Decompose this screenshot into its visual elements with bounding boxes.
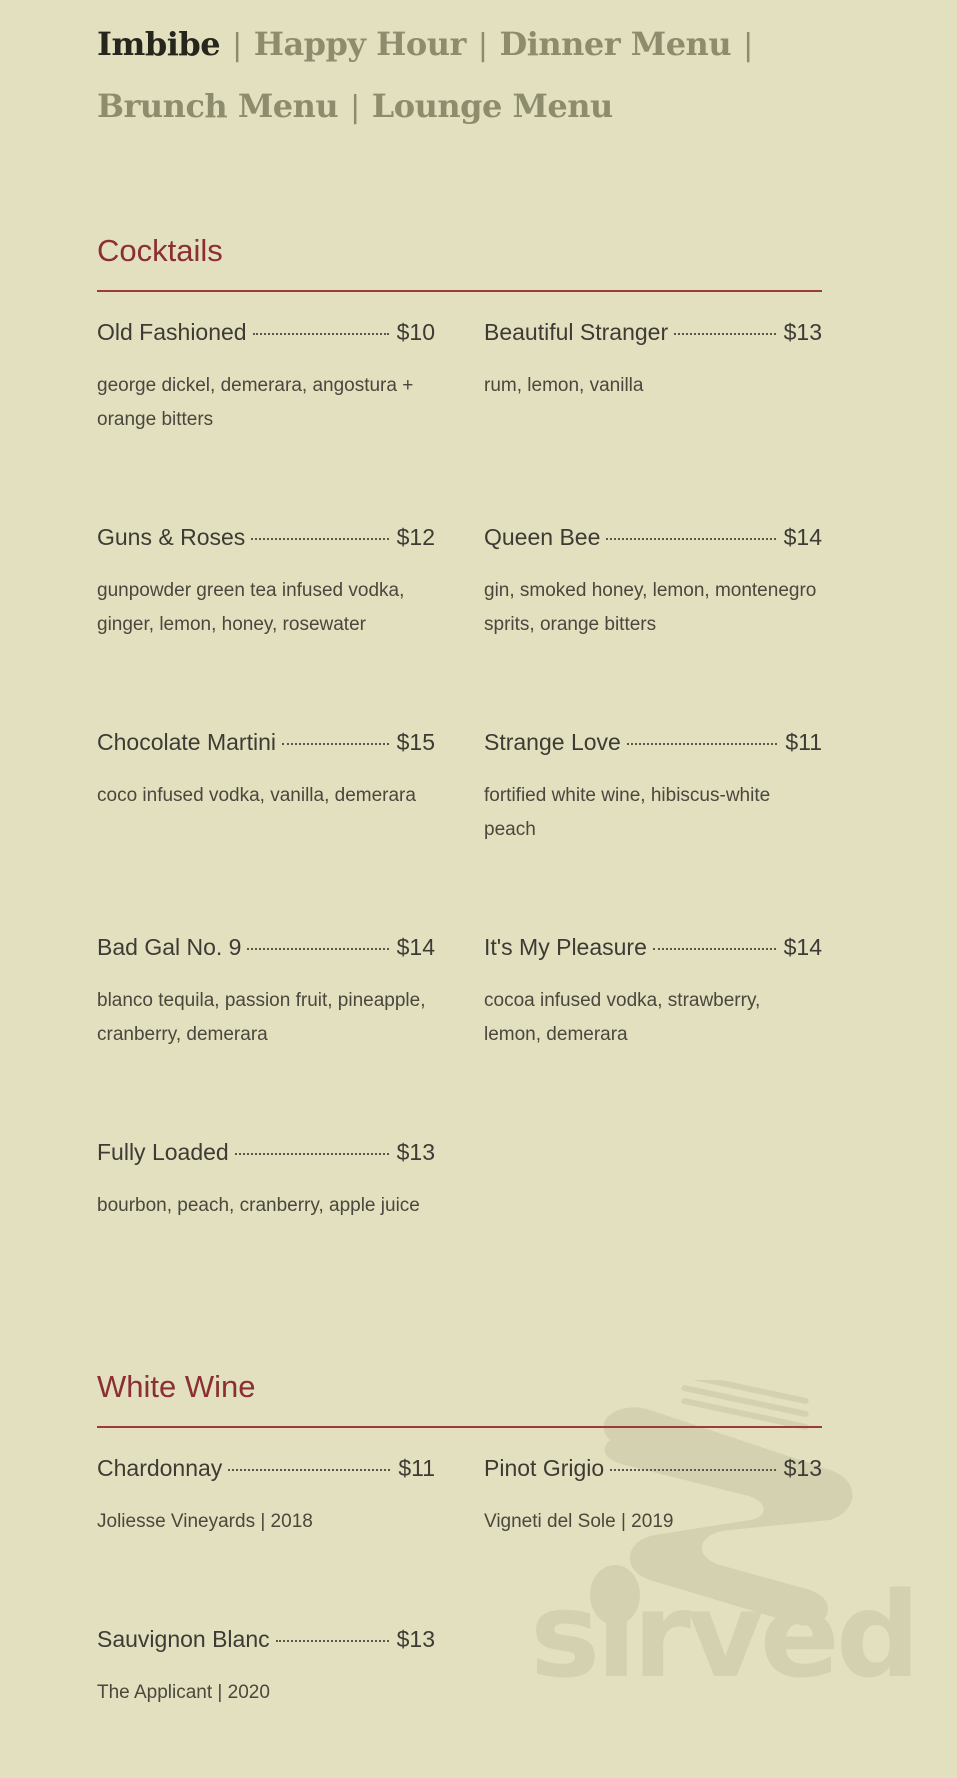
item-description: Vigneti del Sole | 2019 [484,1511,674,1532]
item-name: Beautiful Stranger [484,319,669,345]
item-name: Guns & Roses [97,524,246,550]
menu-item [484,729,822,847]
leader-dots [282,743,389,745]
leader-dots [276,1640,389,1642]
leader-dots [606,538,775,540]
leader-dots [674,333,776,335]
menu-item [484,319,822,403]
leader-dots [610,1469,775,1471]
item-description: bourbon, peach, cranberry, apple juice [97,1195,420,1216]
leader-dots [247,948,388,950]
menu-item [97,1455,435,1539]
menu-item [97,524,435,642]
item-price: $14 [783,524,822,550]
item-description: blanco tequila, passion fruit, pineapple, cranberry, demerara [97,990,426,1045]
item-description: rum, lemon, vanilla [484,375,644,396]
item-name: Bad Gal No. 9 [97,934,242,960]
nav-separator: | [477,28,488,63]
item-price: $11 [398,1455,435,1481]
nav-separator: | [350,90,360,125]
section-divider [97,1426,822,1428]
item-price: $13 [783,319,822,345]
nav-link-imbibe[interactable]: Imbibe [97,25,221,63]
leader-dots [228,1469,390,1471]
item-price: $15 [396,729,435,755]
leader-dots [653,948,776,950]
section-title: Cocktails [97,233,223,268]
nav-link-dinner-menu[interactable]: Dinner Menu [499,25,732,63]
menu-item [97,1139,435,1223]
leader-dots [253,333,389,335]
leader-dots [627,743,778,745]
item-name: Sauvignon Blanc [97,1626,270,1652]
menu-item [484,1455,822,1539]
menu-item [97,1626,435,1710]
section-title: White Wine [97,1369,256,1404]
nav-separator: | [743,28,753,63]
nav-link-happy-hour[interactable]: Happy Hour [253,25,466,63]
nav-line-2 [97,76,857,138]
item-description: The Applicant | 2020 [97,1682,270,1703]
item-price: $11 [785,729,822,755]
menu-item [484,524,822,642]
item-name: Chardonnay [97,1455,223,1481]
item-name: Fully Loaded [97,1139,229,1165]
item-name: Strange Love [484,729,621,755]
menu-item [97,729,435,813]
item-price: $14 [396,934,435,960]
item-description: Joliesse Vineyards | 2018 [97,1511,313,1532]
menu-item [97,934,435,1052]
item-description: gunpowder green tea infused vodka, ginger, lemon, honey, rosewater [97,580,405,635]
nav-separator: | [232,28,242,63]
item-name: It's My Pleasure [484,934,647,960]
item-description: gin, smoked honey, lemon, montenegro sprits, orange bitters [484,580,817,635]
item-name: Pinot Grigio [484,1455,605,1481]
item-price: $10 [396,319,435,345]
leader-dots [235,1153,389,1155]
section-divider [97,290,822,292]
nav-link-brunch-menu[interactable]: Brunch Menu [97,87,339,125]
item-description: coco infused vodka, vanilla, demerara [97,785,416,806]
nav-line-1 [97,14,857,76]
nav-link-lounge-menu[interactable]: Lounge Menu [371,87,613,125]
item-description: cocoa infused vodka, strawberry, lemon, demerara [484,990,761,1045]
section-cocktails [97,231,822,1216]
menu-item [97,319,435,437]
item-description: fortified white wine, hibiscus-white peach [484,785,771,840]
item-name: Chocolate Martini [97,729,276,755]
item-name: Old Fashioned [97,319,247,345]
sirved-watermark: sirved [530,1566,917,1704]
item-name: Queen Bee [484,524,601,550]
item-description: george dickel, demerara, angostura + orange bitters [97,375,414,430]
menu-item [484,934,822,1052]
item-price: $12 [396,524,435,550]
leader-dots [251,538,388,540]
item-price: $14 [783,934,822,960]
item-price: $13 [396,1139,435,1165]
item-price: $13 [783,1455,822,1481]
item-price: $13 [396,1626,435,1652]
menu-nav [97,14,857,138]
